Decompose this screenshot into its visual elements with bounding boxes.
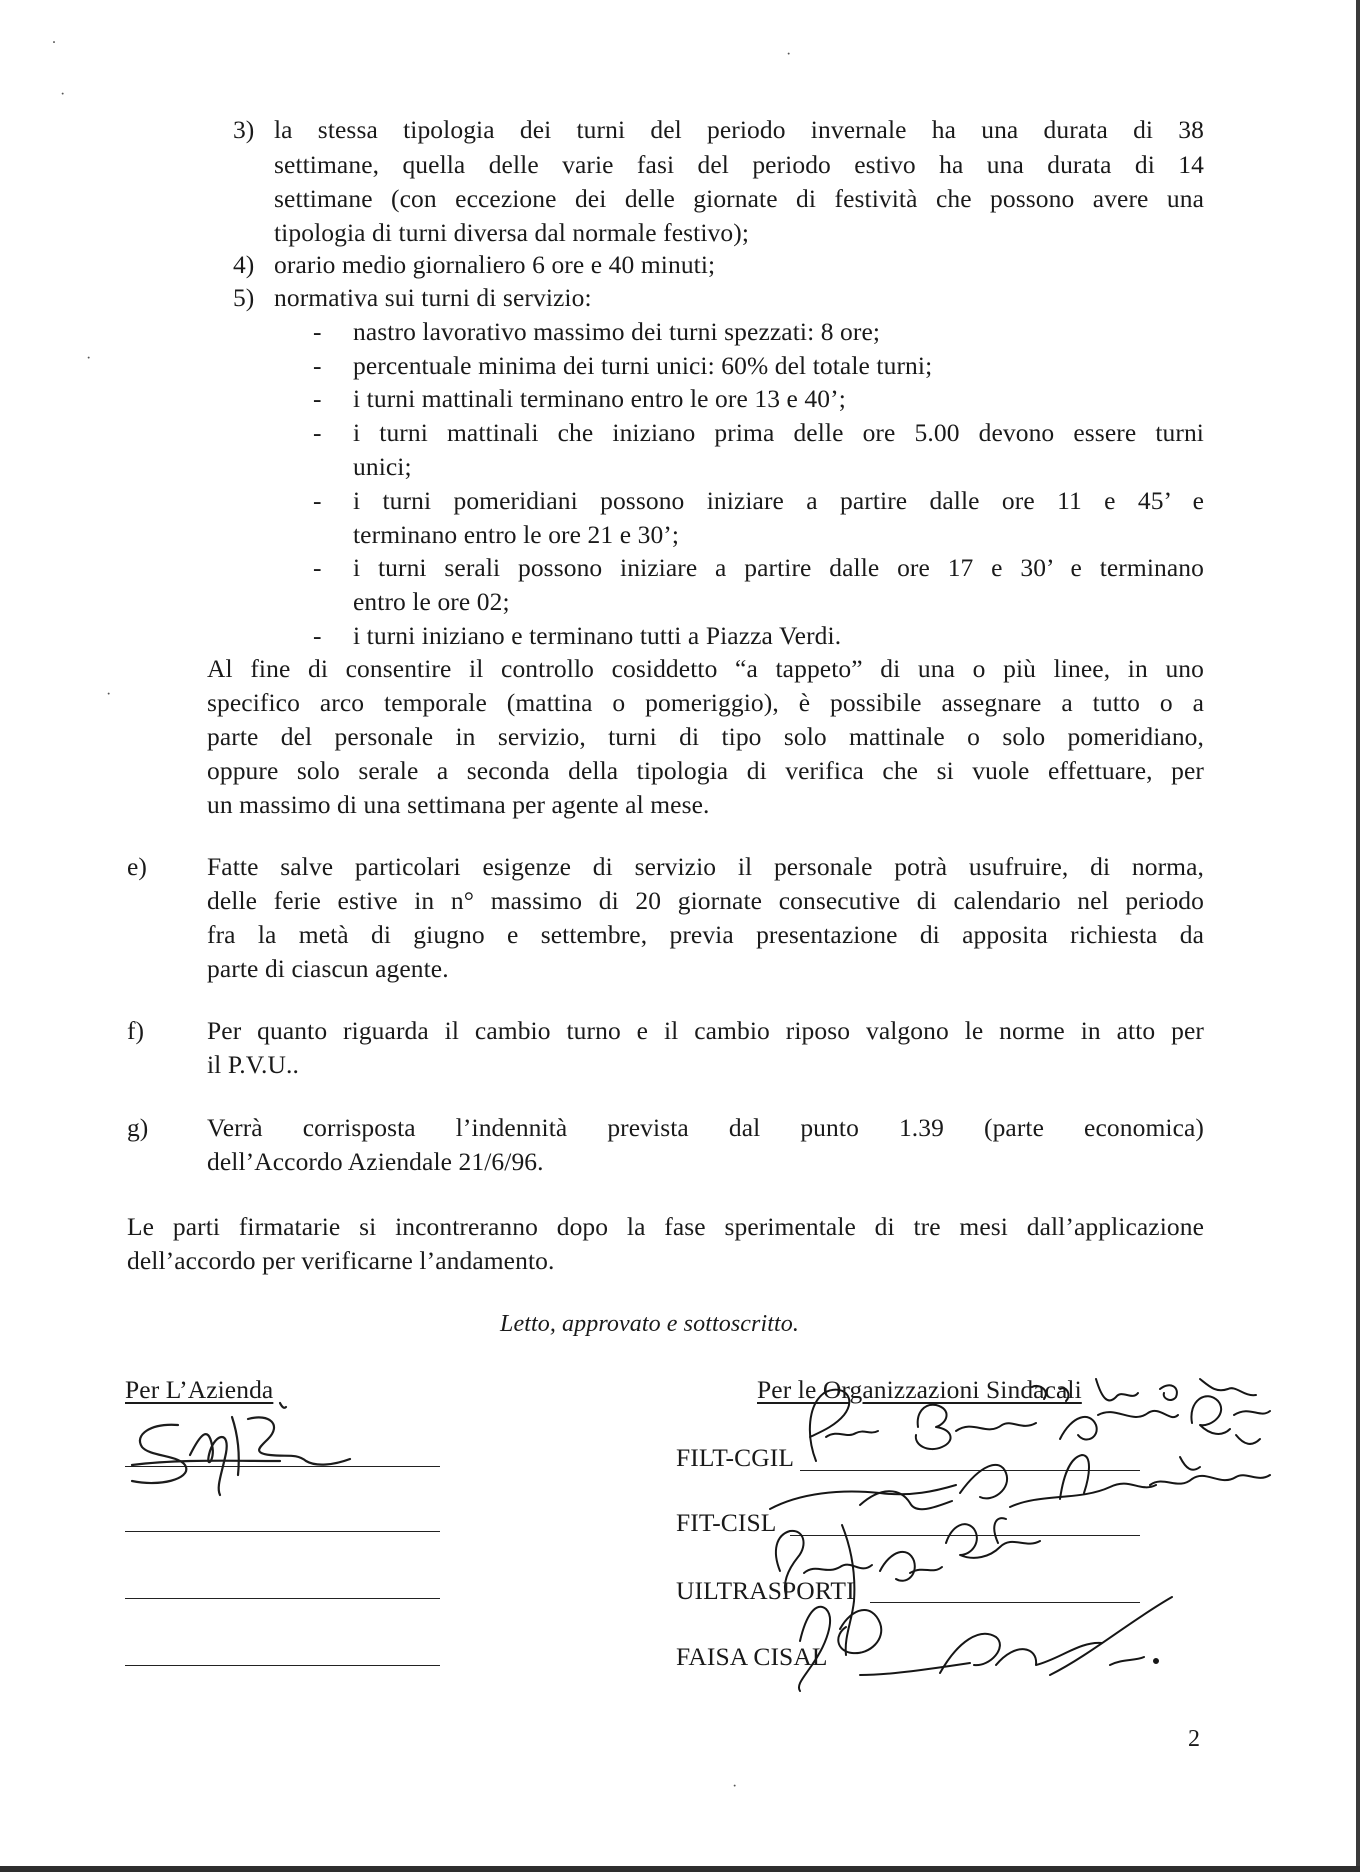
union-label-fit-cisl: FIT-CISL xyxy=(676,1508,777,1537)
scan-speck: . xyxy=(52,30,56,47)
item-f-line-1: Per quanto riguarda il cambio turno e il cambio riposo valgono le norme in atto per xyxy=(207,1016,1204,1045)
item-letter: f) xyxy=(127,1016,144,1045)
bullet-dash: - xyxy=(313,351,322,380)
bullet-dash: - xyxy=(313,317,322,346)
page-number: 2 xyxy=(1188,1726,1201,1752)
tappeto-line-1: Al fine di consentire il controllo cosiddetto “a tappeto” di una o più linee, in uno xyxy=(207,654,1204,683)
approval-text: Letto, approvato e sottoscritto. xyxy=(500,1311,799,1337)
bullet-3-line-1: i turni mattinali terminano entro le ore 13 e 40’; xyxy=(353,384,846,413)
item-e-line-4: parte di ciascun agente. xyxy=(207,954,449,983)
scan-edge-right xyxy=(1356,0,1360,1872)
bullet-dash: - xyxy=(313,621,322,650)
item-g-line-2: dell’Accordo Aziendale 21/6/96. xyxy=(207,1147,544,1176)
bullet-5-line-1: i turni pomeridiani possono iniziare a partire dalle ore 11 e 45’ e xyxy=(353,486,1204,515)
item-5-line-1: normativa sui turni di servizio: xyxy=(274,283,592,312)
item-3-line-4: tipologia di turni diversa dal normale festivo); xyxy=(274,218,750,247)
closing-line-1: Le parti firmatarie si incontreranno dopo la fase sperimentale di tre mesi dall’applicazione xyxy=(127,1212,1204,1241)
item-3-line-3: settimane (con eccezione dei delle giornate di festività che possono avere una xyxy=(274,184,1204,213)
bullet-dash: - xyxy=(313,553,322,582)
tappeto-line-5: un massimo di una settimana per agente al mese. xyxy=(207,790,710,819)
tappeto-line-3: parte del personale in servizio, turni di tipo solo mattinale o solo pomeridiano, xyxy=(207,722,1204,751)
bullet-4-line-2: unici; xyxy=(353,452,412,481)
tappeto-line-4: oppure solo serale a seconda della tipologia di verifica che si vuole effettuare, per xyxy=(207,756,1204,785)
tappeto-line-2: specifico arco temporale (mattina o pomeriggio), è possibile assegnare a tutto o a xyxy=(207,688,1204,717)
item-4-line-1: orario medio giornaliero 6 ore e 40 minuti; xyxy=(274,250,716,279)
company-signature-line xyxy=(125,1531,440,1532)
scan-speck: · xyxy=(60,86,66,103)
item-number: 3) xyxy=(233,115,255,144)
company-signature-line xyxy=(125,1665,440,1666)
item-g-line-1: Verrà corrisposta l’indennità prevista dal punto 1.39 (parte economica) xyxy=(207,1113,1204,1142)
union-label-faisa-cisal: FAISA CISAL xyxy=(676,1642,828,1671)
scan-speck: · xyxy=(786,46,792,63)
union-signatures-drawing xyxy=(760,1375,1280,1705)
item-e-line-3: fra la metà di giugno e settembre, previa presentazione di apposita richiesta da xyxy=(207,920,1204,949)
bullet-dash: - xyxy=(313,384,322,413)
union-label-filt-cgil: FILT-CGIL xyxy=(676,1443,795,1472)
company-signature-drawing xyxy=(120,1395,360,1505)
union-label-uiltrasporti: UILTRASPORTI xyxy=(676,1576,855,1605)
unions-heading: Per le Organizzazioni Sindacali xyxy=(757,1375,1082,1404)
bullet-7-line-1: i turni iniziano e terminano tutti a Piazza Verdi. xyxy=(353,621,842,650)
bullet-6-line-1: i turni serali possono iniziare a partire dalle ore 17 e 30’ e terminano xyxy=(353,553,1204,582)
scan-edge-bottom xyxy=(0,1866,1360,1872)
item-e-line-2: delle ferie estive in n° massimo di 20 giornate consecutive di calendario nel periodo xyxy=(207,886,1204,915)
bullet-4-line-1: i turni mattinali che iniziano prima delle ore 5.00 devono essere turni xyxy=(353,418,1204,447)
scan-speck: · xyxy=(86,350,92,367)
company-heading: Per L’Azienda xyxy=(125,1375,274,1404)
item-letter: e) xyxy=(127,852,147,881)
item-3-line-2: settimane, quella delle varie fasi del periodo estivo ha una durata di 14 xyxy=(274,150,1204,179)
item-letter: g) xyxy=(127,1113,149,1142)
item-3-line-1: la stessa tipologia dei turni del periodo invernale ha una durata di 38 xyxy=(274,115,1204,144)
bullet-2-line-1: percentuale minima dei turni unici: 60% del totale turni; xyxy=(353,351,933,380)
company-signature-line xyxy=(125,1598,440,1599)
scan-speck: · xyxy=(106,686,112,703)
item-number: 5) xyxy=(233,283,255,312)
closing-line-2: dell’accordo per verificarne l’andamento. xyxy=(127,1246,555,1275)
scan-speck: · xyxy=(732,1778,738,1795)
item-e-line-1: Fatte salve particolari esigenze di servizio il personale potrà usufruire, di norma, xyxy=(207,852,1204,881)
bullet-5-line-2: terminano entro le ore 21 e 30’; xyxy=(353,520,680,549)
bullet-dash: - xyxy=(313,486,322,515)
item-f-line-2: il P.V.U.. xyxy=(207,1050,299,1079)
bullet-6-line-2: entro le ore 02; xyxy=(353,587,510,616)
bullet-1-line-1: nastro lavorativo massimo dei turni spezzati: 8 ore; xyxy=(353,317,881,346)
item-number: 4) xyxy=(233,250,255,279)
bullet-dash: - xyxy=(313,418,322,447)
